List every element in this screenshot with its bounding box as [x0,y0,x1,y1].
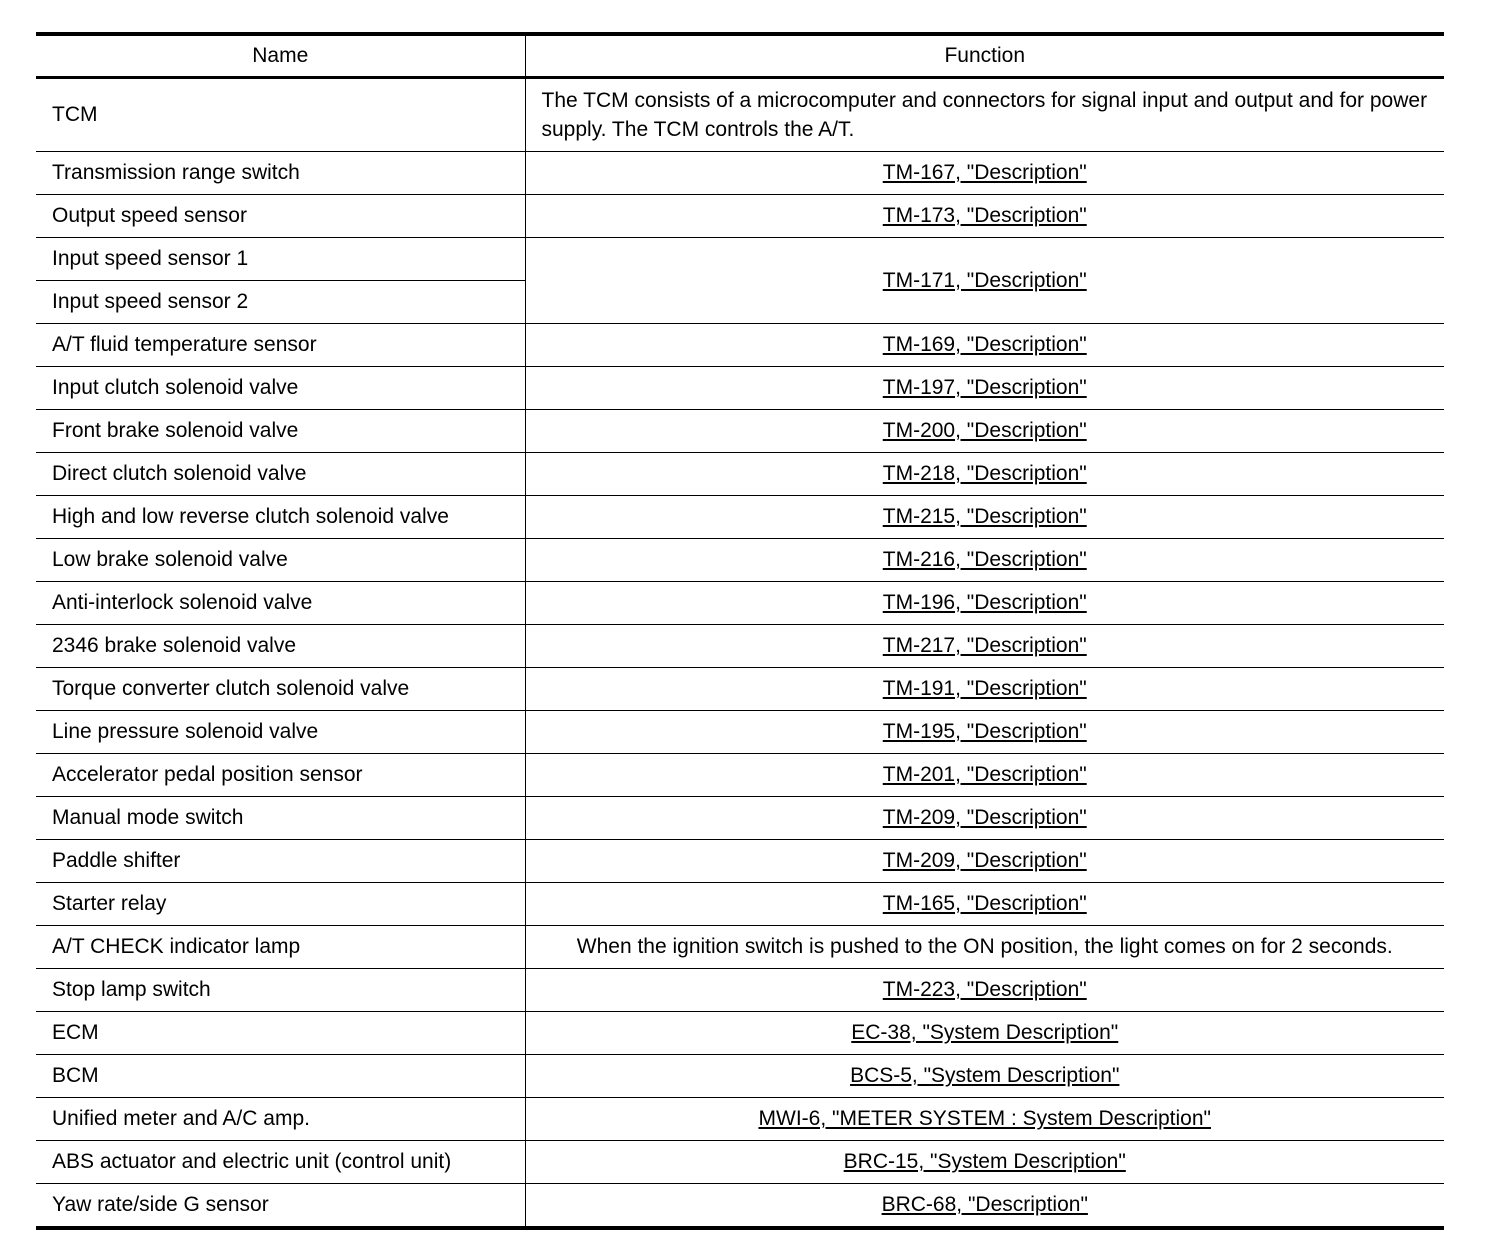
table-row [36,496,1444,539]
reference-link[interactable]: TM-215, "Description" [882,505,1087,528]
component-name: A/T CHECK indicator lamp [36,926,525,969]
component-function [525,1184,1444,1229]
component-name: Output speed sensor [36,195,525,238]
component-function [525,1141,1444,1184]
table-row [36,367,1444,410]
reference-link[interactable]: TM-191, "Description" [882,677,1087,700]
component-name: Input speed sensor 2 [36,281,525,324]
reference-link[interactable]: TM-209, "Description" [882,806,1087,829]
component-function: The TCM consists of a microcomputer and connectors for signal input and output and for power supply. The TCM controls the A/T. [525,78,1444,152]
reference-link[interactable]: TM-218, "Description" [882,462,1087,485]
component-function [525,195,1444,238]
component-name: Manual mode switch [36,797,525,840]
table-row [36,797,1444,840]
reference-link[interactable]: BCS-5, "System Description" [850,1064,1120,1087]
table-header-row [36,34,1444,78]
component-function [525,496,1444,539]
component-function [525,453,1444,496]
component-name: Transmission range switch [36,152,525,195]
table-row [36,152,1444,195]
component-function [525,754,1444,797]
component-function [525,1055,1444,1098]
component-name: TCM [36,78,525,152]
component-function [525,625,1444,668]
component-function [525,539,1444,582]
component-name: Low brake solenoid valve [36,539,525,582]
component-function [525,883,1444,926]
component-name: Unified meter and A/C amp. [36,1098,525,1141]
table-row [36,324,1444,367]
component-function [525,1012,1444,1055]
component-function [525,238,1444,324]
component-function [525,324,1444,367]
component-name: Accelerator pedal position sensor [36,754,525,797]
component-function [525,582,1444,625]
reference-link[interactable]: TM-196, "Description" [882,591,1087,614]
component-name: Anti-interlock solenoid valve [36,582,525,625]
table-row [36,1098,1444,1141]
component-name: Input speed sensor 1 [36,238,525,281]
component-name: ABS actuator and electric unit (control unit) [36,1141,525,1184]
component-name: A/T fluid temperature sensor [36,324,525,367]
reference-link[interactable]: TM-216, "Description" [882,548,1087,571]
table-row [36,625,1444,668]
reference-link[interactable]: EC-38, "System Description" [851,1021,1119,1044]
reference-link[interactable]: TM-223, "Description" [882,978,1087,1001]
reference-link[interactable]: TM-173, "Description" [882,204,1087,227]
table-row [36,711,1444,754]
table-row [36,840,1444,883]
header-name: Name [36,34,525,78]
reference-link[interactable]: TM-171, "Description" [882,268,1087,292]
component-name: Yaw rate/side G sensor [36,1184,525,1229]
component-function [525,969,1444,1012]
table-row [36,410,1444,453]
component-function [525,410,1444,453]
component-function [525,152,1444,195]
table-row [36,969,1444,1012]
table-row [36,539,1444,582]
table-row [36,238,1444,281]
table-row [36,582,1444,625]
component-function: When the ignition switch is pushed to the ON position, the light comes on for 2 seconds. [525,926,1444,969]
component-function [525,367,1444,410]
component-function [525,711,1444,754]
table-row [36,926,1444,969]
table-row [36,883,1444,926]
reference-link[interactable]: TM-195, "Description" [882,720,1087,743]
component-name: Paddle shifter [36,840,525,883]
reference-link[interactable]: TM-169, "Description" [882,333,1087,356]
component-name: Torque converter clutch solenoid valve [36,668,525,711]
reference-link[interactable]: TM-209, "Description" [882,849,1087,872]
component-name: Stop lamp switch [36,969,525,1012]
reference-link[interactable]: TM-200, "Description" [882,419,1087,442]
reference-link[interactable]: TM-165, "Description" [882,892,1087,915]
reference-link[interactable]: MWI-6, "METER SYSTEM : System Description" [758,1107,1211,1130]
table-row [36,78,1444,152]
reference-link[interactable]: TM-167, "Description" [882,161,1087,184]
component-name: Input clutch solenoid valve [36,367,525,410]
component-name: Front brake solenoid valve [36,410,525,453]
component-name: ECM [36,1012,525,1055]
table-row [36,1055,1444,1098]
component-name: High and low reverse clutch solenoid valve [36,496,525,539]
reference-link[interactable]: TM-201, "Description" [882,763,1087,786]
reference-link[interactable]: BRC-15, "System Description" [843,1150,1126,1173]
reference-link[interactable]: BRC-68, "Description" [881,1193,1088,1216]
component-function-table [36,32,1444,1230]
reference-link[interactable]: TM-217, "Description" [882,634,1087,657]
component-name: Line pressure solenoid valve [36,711,525,754]
component-name: BCM [36,1055,525,1098]
component-name: Direct clutch solenoid valve [36,453,525,496]
table-row [36,195,1444,238]
component-function [525,1098,1444,1141]
table-row [36,668,1444,711]
table-row [36,754,1444,797]
table-row [36,1141,1444,1184]
header-function: Function [944,44,1026,67]
table-row [36,1012,1444,1055]
component-function [525,840,1444,883]
table-row [36,453,1444,496]
component-name: Starter relay [36,883,525,926]
table-row [36,1184,1444,1229]
component-function [525,668,1444,711]
component-name: 2346 brake solenoid valve [36,625,525,668]
reference-link[interactable]: TM-197, "Description" [882,376,1087,399]
component-function [525,797,1444,840]
